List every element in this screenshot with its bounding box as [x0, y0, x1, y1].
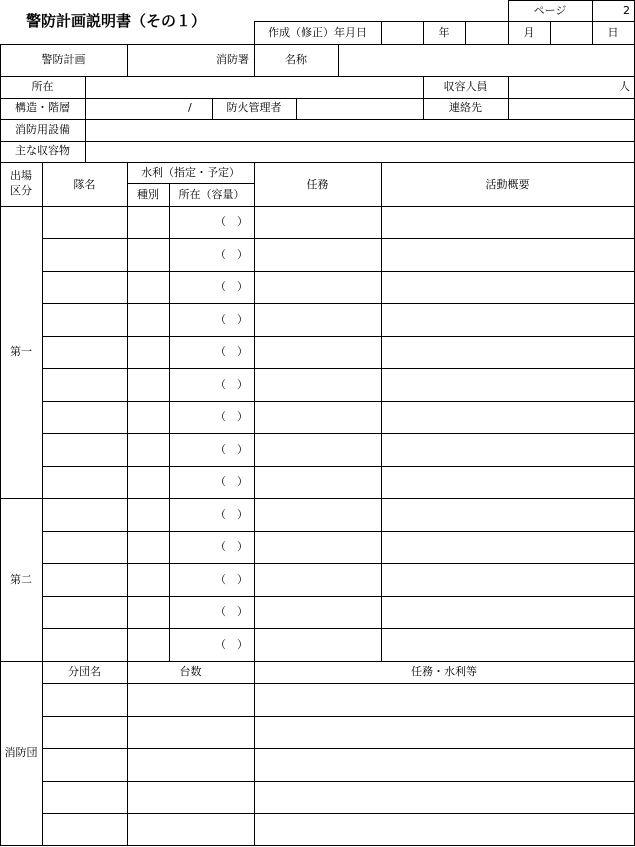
paren-placeholder: （ ）	[215, 378, 248, 391]
paren-placeholder: （ ）	[215, 215, 248, 228]
rule	[42, 748, 635, 749]
paren-placeholder: （ ）	[215, 508, 248, 521]
rule	[42, 401, 635, 402]
rule	[381, 162, 382, 661]
rule	[42, 336, 635, 337]
page-label: ページ	[533, 4, 567, 17]
rule	[254, 21, 635, 22]
rule	[0, 119, 635, 120]
rule	[42, 271, 635, 272]
rule	[338, 44, 339, 76]
paren-placeholder: （ ）	[215, 410, 248, 423]
rule	[254, 162, 255, 846]
paren-placeholder: （ ）	[215, 248, 248, 261]
rule	[0, 498, 635, 499]
rule	[42, 563, 635, 564]
contents-label: 主な収容物	[15, 144, 70, 157]
rule	[42, 466, 635, 467]
paren-placeholder: （ ）	[215, 573, 248, 586]
rule	[0, 44, 1, 846]
vehicles-label: 台数	[179, 665, 202, 678]
rule	[42, 716, 635, 717]
brigade-label: 消防団	[4, 746, 38, 759]
page-number: 2	[623, 4, 630, 17]
rule	[0, 162, 635, 163]
structure-label: 構造・階層	[15, 101, 70, 114]
rule	[85, 76, 86, 162]
rule	[296, 98, 297, 119]
rule	[42, 531, 635, 532]
rule	[0, 98, 635, 99]
unit-name-label: 隊名	[73, 178, 96, 191]
floor-separator: /	[188, 101, 192, 114]
rule	[42, 781, 635, 782]
capacity-unit: 人	[619, 80, 630, 93]
rule	[381, 21, 382, 44]
rule	[0, 206, 635, 207]
paren-placeholder: （ ）	[215, 443, 248, 456]
paren-placeholder: （ ）	[215, 605, 248, 618]
dispatch-label-2: 区分	[10, 184, 32, 197]
rule	[42, 238, 635, 239]
rule	[42, 162, 43, 846]
paren-placeholder: （ ）	[215, 638, 248, 651]
location-capacity-label: 所在（容量）	[178, 188, 245, 201]
division-label: 分団名	[68, 665, 101, 678]
rule	[0, 76, 635, 77]
rule	[0, 845, 635, 846]
activity-label: 活動概要	[485, 178, 530, 191]
rule	[42, 433, 635, 434]
rule	[508, 0, 635, 1]
rule	[0, 44, 635, 45]
rule	[42, 596, 635, 597]
dispatch-label-1: 出場	[10, 169, 32, 182]
plan-label: 警防計画	[41, 53, 86, 66]
paren-placeholder: （ ）	[215, 540, 248, 553]
month-label: 月	[523, 26, 535, 39]
year-label: 年	[438, 26, 450, 39]
task-water-label: 任務・水利等	[411, 665, 477, 678]
rule	[550, 21, 551, 44]
paren-placeholder: （ ）	[215, 280, 248, 293]
water-label: 水利（指定・予定）	[141, 166, 240, 179]
first-group-label: 第一	[10, 345, 32, 358]
rule	[42, 813, 635, 814]
rule	[42, 683, 635, 684]
paren-placeholder: （ ）	[215, 345, 248, 358]
rule	[42, 628, 635, 629]
second-group-label: 第二	[10, 573, 32, 586]
rule	[42, 368, 635, 369]
capacity-label: 収容人員	[443, 80, 488, 93]
date-label: 作成（修正）年月日	[268, 26, 367, 39]
rule	[465, 21, 466, 44]
type-label: 種別	[137, 188, 159, 201]
rule	[42, 303, 635, 304]
fire-manager-label: 防火管理者	[226, 101, 282, 114]
paren-placeholder: （ ）	[215, 313, 248, 326]
equipment-label: 消防用設備	[15, 123, 70, 136]
day-label: 日	[607, 26, 619, 39]
name-label: 名称	[285, 53, 307, 66]
rule	[127, 162, 128, 846]
location-label: 所在	[31, 80, 54, 93]
rule	[0, 661, 635, 662]
contact-label: 連絡先	[449, 101, 482, 114]
page-title: 警防計画説明書（その１）	[26, 12, 207, 30]
rule	[0, 141, 635, 142]
fire-station-label: 消防署	[216, 53, 249, 66]
paren-placeholder: （ ）	[215, 475, 248, 488]
task-label: 任務	[306, 178, 329, 191]
rule	[127, 183, 254, 184]
